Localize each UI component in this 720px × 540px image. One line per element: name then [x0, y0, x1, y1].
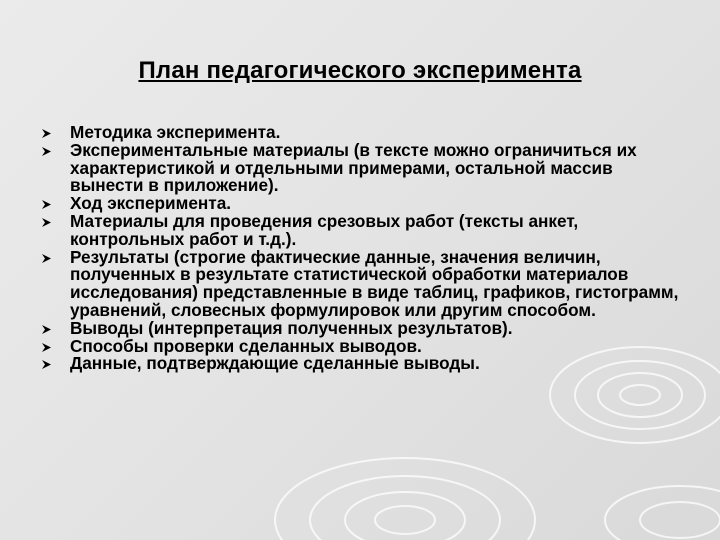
- arrow-bullet-icon: [41, 253, 52, 264]
- list-item: [57, 246, 687, 320]
- arrow-bullet-icon: [41, 199, 52, 210]
- list-item-text: Способы проверки сделанных выводов.: [70, 335, 422, 356]
- list-item-text: Методика эксперимента.: [70, 122, 281, 142]
- list-item-text: Экспериментальные материалы (в тексте можно ограничиться их характеристикой и отдельными примерами, остальной массив вынести в приложение).: [70, 139, 637, 196]
- arrow-bullet-icon: [41, 128, 52, 139]
- list-item: [57, 355, 687, 373]
- list-item: [57, 210, 687, 249]
- list-item-text: Данные, подтверждающие сделанные выводы.: [70, 353, 480, 374]
- list-item-text: Материалы для проведения срезовых работ (тексты анкет, контрольных работ и т.д.).: [70, 210, 579, 249]
- slide-title: План педагогического эксперимента: [138, 57, 582, 84]
- arrow-bullet-icon: [41, 359, 52, 370]
- arrow-bullet-icon: [41, 217, 52, 228]
- list-item: [57, 139, 687, 196]
- list-item: [57, 317, 687, 338]
- list-item-text: Ход эксперимента.: [70, 193, 232, 214]
- arrow-bullet-icon: [41, 324, 52, 335]
- list-item-text: Результаты (строгие фактические данные, значения величин, полученных в результате статистической обработки материалов исследования) представленные в виде таблиц, графиков, гистограмм, уравнений, словесных формулировок или другим способом.: [70, 246, 679, 320]
- bullet-list: [57, 124, 687, 373]
- arrow-bullet-icon: [41, 342, 52, 353]
- list-item-text: Выводы (интерпретация полученных результатов).: [70, 317, 513, 338]
- arrow-bullet-icon: [41, 146, 52, 157]
